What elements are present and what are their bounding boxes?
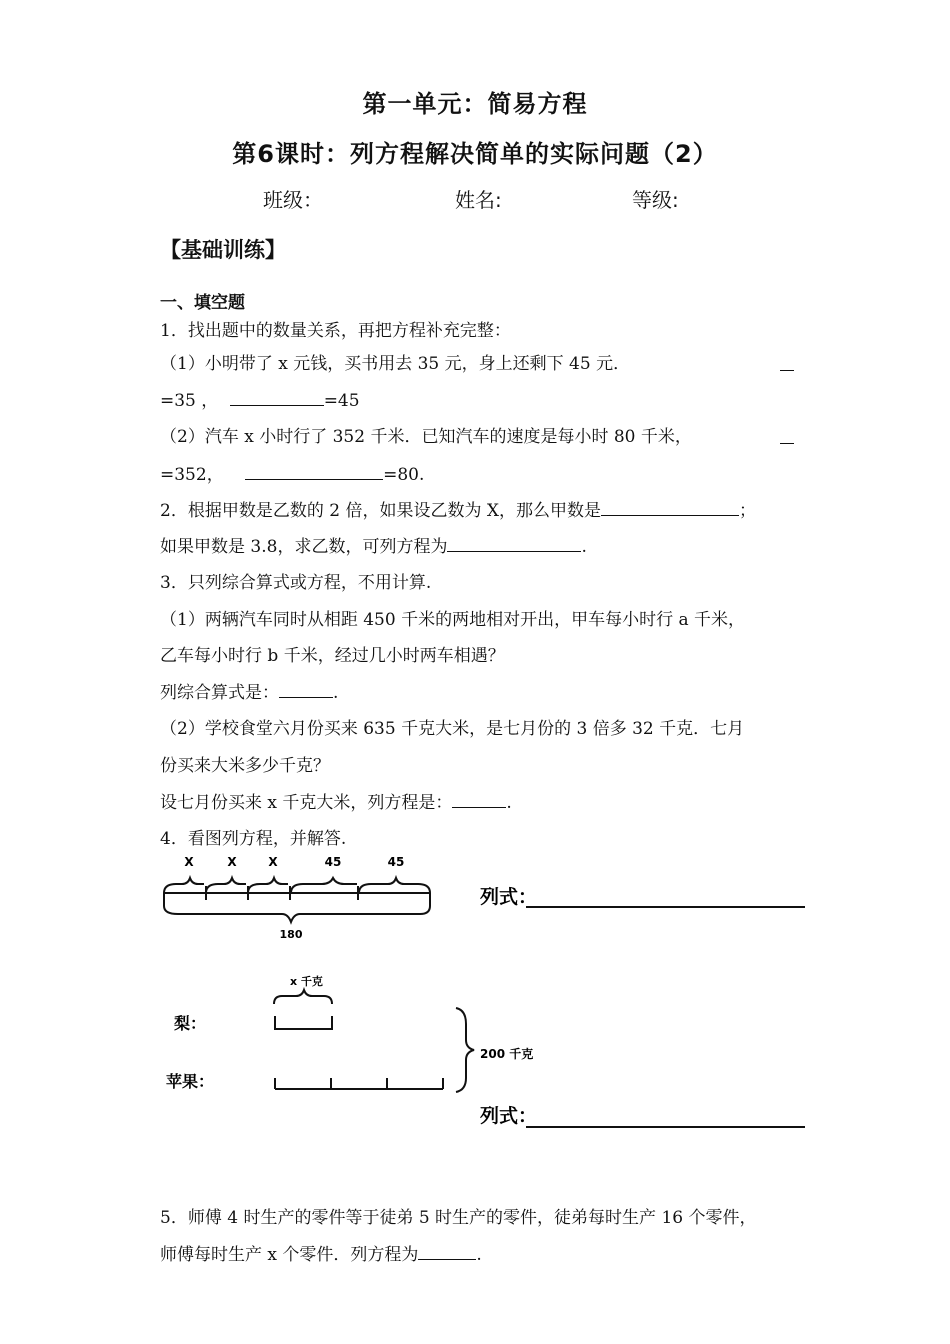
name-label: 姓名: — [455, 188, 502, 212]
d1-brace-top-1 — [164, 878, 204, 893]
d1-label-45b: 45 — [387, 855, 405, 869]
d2-total-brace — [456, 1008, 474, 1092]
q3-part2-line2: 份买来大米多少千克？ — [160, 756, 330, 776]
q1-part1-eq-b: =45 — [323, 391, 360, 411]
q2-end1: ； — [738, 501, 756, 521]
fill-blank-heading: 一、填空题 — [160, 293, 245, 313]
d1-label-45a: 45 — [324, 855, 342, 869]
q4-stem: 4．看图列方程，并解答. — [160, 829, 347, 849]
q3-part1-end: . — [333, 683, 339, 703]
q3-part1-line2: 乙车每小时行 b 千米，经过几小时两车相遇？ — [160, 646, 505, 666]
q1-stem: 1．找出题中的数量关系，再把方程补充完整： — [160, 321, 511, 341]
d2-formula-label: 列式： — [480, 1105, 538, 1127]
unit-title: 第一单元：简易方程 — [362, 90, 588, 118]
q5-line1: 5．师傅 4 时生产的零件等于徒弟 5 时生产的零件，徒弟每时生产 16 个零件， — [160, 1208, 757, 1228]
q3-stem: 3．只列综合算式或方程，不用计算. — [160, 573, 432, 593]
q1-part1-text: （1）小明带了 x 元钱，买书用去 35 元，身上还剩下 45 元． — [160, 354, 631, 374]
d1-formula-label: 列式： — [480, 886, 538, 908]
d2-pear-label: 梨： — [174, 1014, 207, 1033]
q1-part2-eq-b: =80. — [383, 465, 425, 485]
q3-part2-line1: （2）学校食堂六月份买来 635 千克大米，是七月份的 3 倍多 32 千克．七月 — [160, 719, 745, 739]
d1-brace-top-4 — [291, 878, 357, 893]
d1-label-x2: X — [227, 855, 237, 869]
diagram2 — [166, 974, 805, 1127]
d1-brace-bottom — [164, 893, 430, 922]
d1-brace-top-5 — [359, 878, 430, 893]
d2-pear-bar — [275, 1016, 332, 1029]
basic-training-heading: 【基础训练】 — [160, 238, 286, 262]
d1-label-x1: X — [184, 855, 194, 869]
d1-label-x3: X — [268, 855, 278, 869]
diagram1 — [164, 855, 805, 941]
q5-end: . — [476, 1245, 482, 1265]
q5-line2 — [160, 1240, 482, 1265]
q1-part2-line1: （2）汽车 x 小时行了 352 千米．已知汽车的速度是每小时 80 千米， — [160, 427, 692, 447]
d1-brace-top-2 — [206, 878, 246, 893]
d1-total-label: 180 — [279, 928, 303, 941]
q5-text2: 师傅每时生产 x 个零件．列方程为 — [160, 1245, 419, 1265]
q3-part1-line1: （1）两辆汽车同时从相距 450 千米的两地相对开出，甲车每小时行 a 千米， — [160, 610, 746, 630]
q5-blank[interactable] — [418, 1241, 476, 1260]
class-label: 班级： — [263, 188, 323, 212]
q3-part2-end: . — [506, 793, 512, 813]
q2-end2: . — [581, 537, 587, 557]
grade-label: 等级: — [632, 188, 679, 212]
d2-total-label: 200 千克 — [480, 1047, 534, 1061]
d1-brace-top-3 — [248, 878, 288, 893]
d2-unit-brace — [274, 990, 332, 1004]
q1-part2-eq-a: =352， — [160, 465, 224, 485]
q1-part1-eq-a: =35 ， — [160, 391, 219, 411]
q2-text1: 2．根据甲数是乙数的 2 倍，如果设乙数为 X，那么甲数是 — [160, 501, 601, 521]
d2-apple-label: 苹果： — [166, 1072, 215, 1091]
d2-unit-label: x 千克 — [290, 975, 323, 988]
q3-part1-text: 列综合算式是： — [160, 683, 279, 703]
q3-part2-text: 设七月份买来 x 千克大米，列方程是： — [160, 793, 453, 813]
lesson-title: 第6课时：列方程解决简单的实际问题（2） — [232, 140, 718, 168]
q2-text2: 如果甲数是 3.8，求乙数，可列方程为 — [160, 537, 448, 557]
